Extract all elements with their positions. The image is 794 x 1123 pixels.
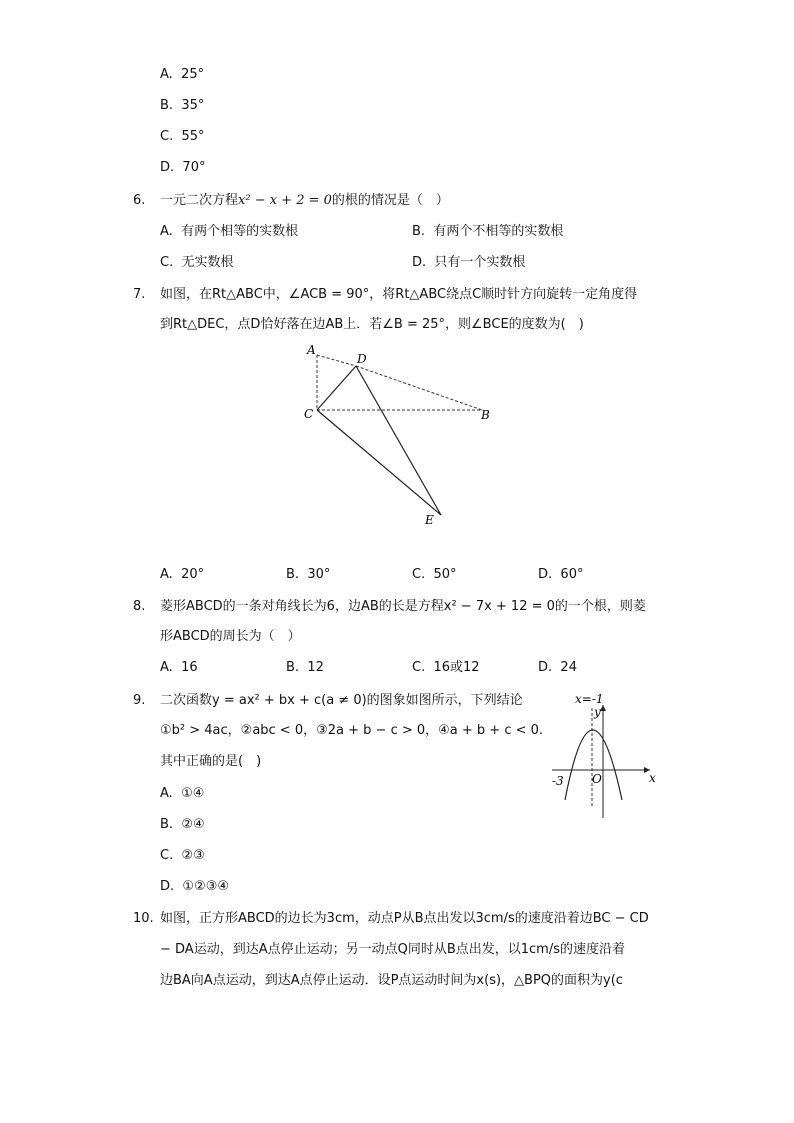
q6-option-d: D. 只有一个实数根 (412, 255, 526, 270)
q5-option-a: A. 25° (160, 67, 205, 82)
q8-option-c: C. 16或12 (412, 660, 480, 675)
q7-number: 7. (133, 287, 146, 302)
q10-stem-line1: 如图，正方形ABCD的边长为3cm，动点P从B点出发以3cm/s的速度沿着边BC − CD (160, 911, 649, 926)
q7-option-b: B. 30° (286, 567, 331, 582)
q9-stem-line1: 二次函数y = ax² + bx + c(a ≠ 0)的图象如图所示，下列结论 (160, 693, 523, 708)
q5-option-c: C. 55° (160, 129, 205, 144)
label-a: A (307, 343, 316, 357)
q5-option-d: D. 70° (160, 160, 206, 175)
q8-stem-line2: 形ABCD的周长为（ ） (160, 629, 301, 644)
q6-stem: 一元二次方程x² − x + 2 = 0的根的情况是（ ） (160, 193, 449, 208)
q10-stem-line2: − DA运动，到达A点停止运动；另一动点Q同时从B点出发，以1cm/s的速度沿着 (160, 942, 625, 957)
q10-number: 10. (133, 911, 154, 926)
q8-option-d: D. 24 (538, 660, 577, 675)
label-e: E (425, 513, 434, 527)
q8-stem-line1: 菱形ABCD的一条对角线长为6，边AB的长是方程x² − 7x + 12 = 0的一个根，则菱 (160, 599, 646, 614)
q9-stem-line3: 其中正确的是( ) (160, 754, 262, 769)
q5-option-b: B. 35° (160, 98, 205, 113)
q7-option-c: C. 50° (412, 567, 457, 582)
q9-option-b: B. ②④ (160, 817, 205, 832)
y-axis-label: y (594, 705, 601, 719)
q7-stem-line1: 如图，在Rt△ABC中，∠ACB = 90°，将Rt△ABC绕点C顺时针方向旋转一定角度得 (160, 287, 638, 302)
origin-label: O (592, 772, 602, 786)
q9-option-a: A. ①④ (160, 786, 205, 801)
q6-option-b: B. 有两个不相等的实数根 (412, 224, 564, 239)
q7-option-a: A. 20° (160, 567, 205, 582)
q8-number: 8. (133, 599, 146, 614)
x-axis-label: x (649, 771, 656, 785)
symmetry-label: x=-1 (575, 692, 604, 706)
label-d: D (357, 352, 367, 366)
q9-option-d: D. ①②③④ (160, 879, 230, 894)
parabola-curve (565, 730, 622, 800)
q6-option-c: C. 无实数根 (160, 255, 234, 270)
neg3-label: -3 (552, 774, 564, 788)
q10-stem-line3: 边BA向A点运动，到达A点停止运动．设P点运动时间为x(s)，△BPQ的面积为y(c (160, 973, 623, 988)
label-b: B (481, 408, 490, 422)
q9-stem-line2: ①b² > 4ac，②abc < 0，③2a + b − c > 0，④a + b + c < 0. (160, 723, 544, 738)
q8-option-a: A. 16 (160, 660, 198, 675)
q8-option-b: B. 12 (286, 660, 324, 675)
q9-number: 9. (133, 693, 146, 708)
q6-number: 6. (133, 193, 146, 208)
label-c: C (304, 407, 314, 421)
q9-option-c: C. ②③ (160, 848, 205, 863)
q7-stem-line2: 到Rt△DEC，点D恰好落在边AB上．若∠B = 25°，则∠BCE的度数为( ) (160, 317, 584, 332)
q6-option-a: A. 有两个相等的实数根 (160, 224, 299, 239)
q7-option-d: D. 60° (538, 567, 584, 582)
